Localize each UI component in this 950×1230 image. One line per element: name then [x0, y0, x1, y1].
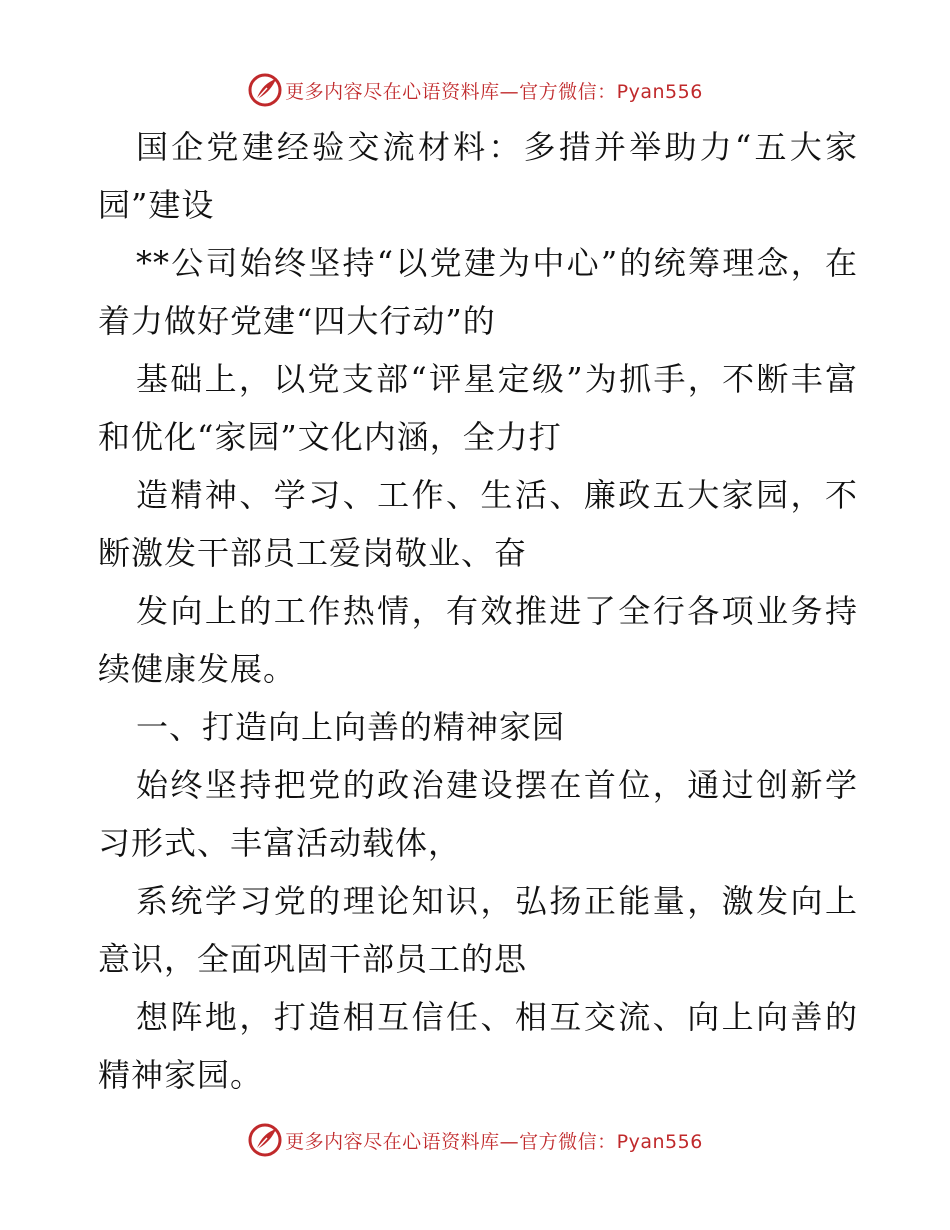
- document-title: 国企党建经验交流材料：多措并举助力“五大家园”建设: [98, 128, 858, 224]
- paragraph: 发向上的工作热情，有效推进了全行各项业务持续健康发展。: [98, 592, 858, 688]
- paragraph: 始终坚持把党的政治建设摆在首位，通过创新学习形式、丰富活动载体，: [98, 766, 858, 862]
- footer-banner-text: 更多内容尽在心语资料库—官方微信：Pyan556: [285, 1130, 703, 1153]
- header-banner-text: 更多内容尽在心语资料库—官方微信：Pyan556: [285, 80, 703, 103]
- paragraph: 系统学习党的理论知识，弘扬正能量，激发向上意识，全面巩固干部员工的思: [98, 882, 858, 978]
- feather-pen-circle-icon: [247, 72, 283, 108]
- document-body: [98, 118, 858, 1104]
- feather-pen-circle-icon: [247, 1122, 283, 1158]
- section-heading: 一、打造向上向善的精神家园: [136, 708, 566, 746]
- paragraph: 造精神、学习、工作、生活、廉政五大家园，不断激发干部员工爱岗敬业、奋: [98, 476, 858, 572]
- paragraph: 想阵地，打造相互信任、相互交流、向上向善的精神家园。: [98, 998, 858, 1094]
- footer-banner: [0, 1120, 950, 1160]
- paragraph: **公司始终坚持“以党建为中心”的统筹理念，在着力做好党建“四大行动”的: [98, 244, 858, 340]
- header-banner: [0, 70, 950, 110]
- paragraph: 基础上，以党支部“评星定级”为抓手，不断丰富和优化“家园”文化内涵，全力打: [98, 360, 858, 456]
